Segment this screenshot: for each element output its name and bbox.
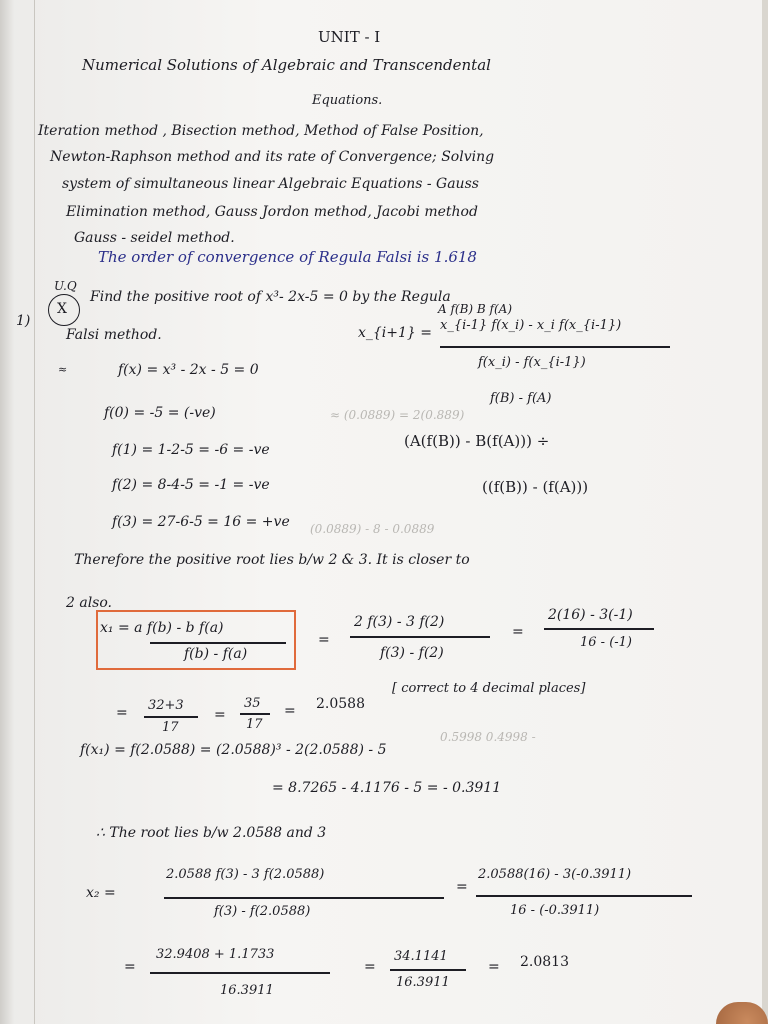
formula-mnemonic-2: ((f(B)) - (f(A))) <box>482 478 589 496</box>
x2-lhs: x₂ = <box>86 885 116 901</box>
x2-value-denominator: 16 - (-0.3911) <box>510 903 600 918</box>
x1-fraction-bar <box>150 642 286 644</box>
equals-sign: = <box>214 707 226 723</box>
syllabus-line: system of simultaneous linear Algebraic Equations - Gauss <box>62 176 479 192</box>
x1-frac1-denominator: 17 <box>162 720 179 735</box>
x1-sub-denominator: f(3) - f(2) <box>380 645 444 661</box>
syllabus-line: Elimination method, Gauss Jordon method, Jacobi method <box>66 204 478 220</box>
page-title: Numerical Solutions of Algebraic and Transcendental <box>82 56 491 74</box>
x2-numerator: 2.0588 f(3) - 3 f(2.0588) <box>166 867 325 882</box>
x1-sub-fraction-bar <box>350 636 490 638</box>
x1-formula-denominator: f(b) - f(a) <box>184 646 248 662</box>
root-interval-text: ∴ The root lies b/w 2.0588 and 3 <box>96 825 327 841</box>
f-x1-evaluation: f(x₁) = f(2.0588) = (2.0588)³ - 2(2.0588) - 5 <box>80 742 387 758</box>
formula-fraction-bar <box>440 346 670 348</box>
x2-final-numerator: 34.1141 <box>394 949 448 964</box>
question-mark: X <box>57 301 67 317</box>
formula-mnemonic-1: (A(f(B)) - B(f(A))) ÷ <box>404 432 550 450</box>
x1-frac2-numerator: 35 <box>244 696 261 711</box>
bleed-through-text: (0.0889) - 8 - 0.0889 <box>310 522 435 536</box>
equals-sign: = <box>512 624 524 640</box>
page-title-continued: Equations. <box>312 93 383 108</box>
x1-frac1-numerator: 32+3 <box>148 698 184 713</box>
equals-sign: = <box>364 959 376 975</box>
evaluation-step: f(2) = 8-4-5 = -1 = -ve <box>112 477 270 493</box>
syllabus-line: Newton-Raphson method and its rate of Convergence; Solving <box>50 149 495 165</box>
formula-fb-fa: f(B) - f(A) <box>490 391 552 406</box>
solution-label: ≈ <box>58 363 68 376</box>
x1-result: 2.0588 <box>316 696 365 712</box>
x1-frac2-bar <box>240 713 270 715</box>
x1-sub-numerator: 2 f(3) - 3 f(2) <box>354 614 445 630</box>
x2-value-numerator: 2.0588(16) - 3(-0.3911) <box>478 867 632 882</box>
x2-result: 2.0813 <box>520 954 569 970</box>
formula-lhs: x_{i+1} = <box>358 325 433 341</box>
x1-frac2-denominator: 17 <box>246 717 263 732</box>
syllabus-line: Gauss - seidel method. <box>74 230 235 246</box>
equals-sign: = <box>124 959 136 975</box>
equals-sign: = <box>318 632 330 648</box>
page-edge-shadow <box>0 0 14 1024</box>
evaluation-step: f(3) = 27-6-5 = 16 = +ve <box>112 514 290 530</box>
x1-value-fraction-bar <box>544 628 654 630</box>
x1-value-numerator: 2(16) - 3(-1) <box>548 607 633 623</box>
x2-final-bar <box>390 969 466 971</box>
x1-value-denominator: 16 - (-1) <box>580 635 633 650</box>
f-x1-result: = 8.7265 - 4.1176 - 5 = - 0.3911 <box>272 780 502 796</box>
equals-sign: = <box>284 703 296 719</box>
x2-sum-numerator: 32.9408 + 1.1733 <box>156 947 275 962</box>
formula-numerator: x_{i-1} f(x_i) - x_i f(x_{i-1}) <box>440 318 622 333</box>
x2-sum-denominator: 16.3911 <box>220 983 274 998</box>
bleed-through-text: ≈ (0.0889) = 2(0.889) <box>330 408 465 422</box>
function-definition: f(x) = x³ - 2x - 5 = 0 <box>118 362 259 378</box>
equals-sign: = <box>456 879 468 895</box>
question-text: Find the positive root of x³- 2x-5 = 0 by the Regula <box>90 289 451 305</box>
unit-heading: UNIT - I <box>318 28 381 46</box>
precision-note: [ correct to 4 decimal places] <box>392 681 586 696</box>
x2-value-fraction-bar <box>476 895 692 897</box>
x1-frac1-bar <box>144 716 198 718</box>
formula-labels: A f(B) B f(A) <box>438 302 513 316</box>
x1-formula-numerator: x₁ = a f(b) - b f(a) <box>100 620 224 636</box>
evaluation-step: f(1) = 1-2-5 = -6 = -ve <box>112 442 270 458</box>
x2-fraction-bar <box>164 897 444 899</box>
evaluation-step: f(0) = -5 = (-ve) <box>104 405 216 421</box>
question-number: 1) <box>16 313 31 329</box>
x2-final-denominator: 16.3911 <box>396 975 450 990</box>
x2-sum-bar <box>150 972 330 974</box>
uq-label: U.Q <box>54 279 77 293</box>
equals-sign: = <box>116 705 128 721</box>
equals-sign: = <box>488 959 500 975</box>
formula-denominator: f(x_i) - f(x_{i-1}) <box>478 355 586 370</box>
question-text-continued: Falsi method. <box>66 327 162 343</box>
conclusion-text-continued: 2 also. <box>66 595 112 611</box>
x2-denominator: f(3) - f(2.0588) <box>214 904 311 919</box>
margin-line <box>34 0 35 1024</box>
syllabus-line: Iteration method , Bisection method, Method of False Position, <box>38 123 484 139</box>
bleed-through-text: 0.5998 0.4998 - <box>440 730 536 744</box>
convergence-note: The order of convergence of Regula Falsi is 1.618 <box>98 248 477 266</box>
conclusion-text: Therefore the positive root lies b/w 2 & 3. It is closer to <box>74 552 470 568</box>
